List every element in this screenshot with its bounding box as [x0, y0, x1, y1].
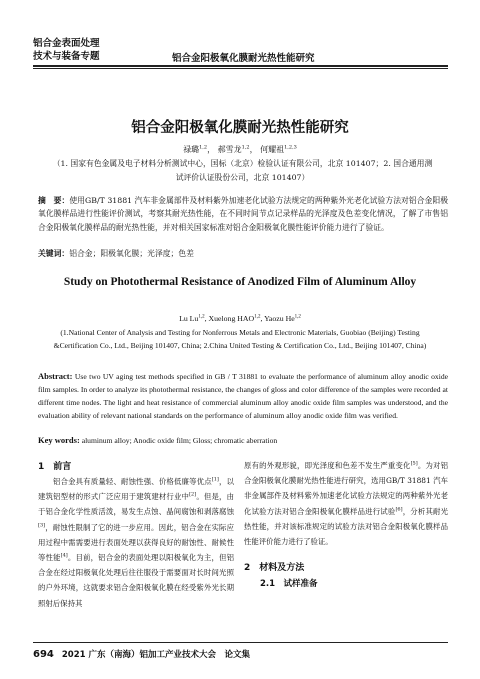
author-3-en: Yaozu He	[264, 314, 295, 323]
affiliation-cn-line2: 试评价认证股份公司，北京 101407）	[175, 173, 310, 182]
citation-5: [5]	[410, 460, 418, 467]
keywords-en-text: aluminum alloy; Anodic oxide film; Gloss; chromatic aberration	[81, 436, 278, 445]
footer-rule	[33, 642, 448, 643]
author-1-cn-sup: 1,2	[199, 144, 208, 151]
abstract-en-label: Abstract:	[38, 371, 73, 381]
author-3-cn: 何耀祖	[260, 145, 285, 154]
body-right-pa: 原有的外观形貌，即光泽度和色差不发生严重变化	[244, 461, 411, 470]
author-2-cn-sup: 1,2	[241, 144, 250, 151]
keywords-english	[38, 435, 448, 445]
section-2-heading: 2 材料及方法	[244, 563, 305, 573]
citation-2: [2]	[189, 491, 197, 498]
affiliation-cn-line1: （1. 国家有色金属及电子材料分析测试中心，国标（北京）检验认证有限公司，北京 101407；2. 国合通用测	[52, 159, 433, 168]
citation-6: [6]	[395, 506, 403, 513]
title-english: Study on Photothermal Resistance of Anodized Film of Aluminum Alloy	[63, 276, 417, 288]
keywords-cn-label: 关键词：	[38, 249, 70, 258]
affiliation-en-line2: &Certification Co., Ltd., Beijing 101407, China; 2.China United Testing & Certification Co., Ltd., Beijing 101407, China)	[53, 340, 427, 350]
body-left-p1d: ，耐蚀性限制了它的进一步应用。因此，铝合金在实际应用过程中需需要进行表面处理以获得良好的耐蚀性、耐候性等性能	[38, 522, 234, 563]
body-right-column	[244, 458, 448, 549]
body-left-p1e: 。目前，铝合金的表面处理以阳极氧化为主，但铝合金在经过阳极氧化处理后往往服役于需要面对长时间光照的户外环境，这就要求铝合金阳极氧化膜在经受紫外光长期照射后保持其	[38, 553, 234, 608]
body-left-column	[38, 474, 234, 611]
body-left-p1a: 铝合金具有质量轻、耐蚀性强、价格低廉等优点	[52, 477, 212, 486]
authors-chinese: 禄璐$^{1,2}$， 郝雪龙$^{1,2}$， 何耀祖$^{1,2,3}$	[183, 144, 297, 154]
section-2-1-heading: 2.1 试样准备	[260, 579, 318, 589]
citation-1: [1]	[211, 476, 219, 483]
abstract-en-text: Use two UV aging test methods specified in GB / T 31881 to evaluate the performance of aluminum alloy anodic oxide film samples. In order to analyze its photothermal resistance, the changes of gloss and color difference of the samples were recorded at different time nodes. The light and heat resistance of commercial aluminum alloy anodic oxide film samples was understood, and the evaluation ability of relevant national standards on the performance of aluminum alloy anodic oxide film was verified.	[38, 372, 448, 420]
keywords-en-label: Key words:	[38, 435, 80, 445]
running-header-right: 铝合金阳极氧化膜耐光热性能研究	[172, 53, 315, 64]
citation-3: [3]	[38, 522, 46, 529]
page-number: 694	[33, 649, 54, 660]
abstract-cn-text: 使用GB/T 31881 汽车非金属部件及材料紫外加速老化试验方法规定的两种紫外光老化试验方法对铝合金阳极氧化膜样品进行性能评价测试，考察其耐光热性能，在不同时间节点记录样品的光泽度及色差变化情况，了解了市售铝合金阳极氧化膜样品的耐光热性能，并对相关国家标准对铝合金阳极氧化膜性能评价能力进行了验证。	[38, 196, 448, 232]
author-1-cn: 禄璐	[183, 145, 200, 154]
running-header-left	[33, 37, 133, 63]
title-chinese: 铝合金阳极氧化膜耐光热性能研究	[131, 120, 349, 136]
affiliation-chinese	[40, 157, 445, 185]
body-left-p1c: 。但是，由于铝合金化学性质活泼，易发生点蚀、晶间腐蚀和剥落腐蚀	[38, 492, 234, 517]
keywords-chinese	[38, 248, 448, 259]
author-1-en: Lu Lu	[179, 314, 199, 323]
author-2-en: Xuelong HAO	[208, 314, 255, 323]
body-left-p1b: ，以建筑铝型材的形式广泛应用于建筑建材行业中	[38, 477, 234, 502]
abstract-chinese	[38, 194, 448, 234]
authors-english: Lu Lu$^{1,2}$, Xuelong HAO$^{1,2}$, Yaozu He$^{1,2}$	[179, 314, 301, 323]
author-2-en-sup: 1,2	[254, 314, 261, 320]
header-left-line2: 技术与装备专题	[33, 51, 100, 62]
section-1-heading: 1 前言	[38, 462, 72, 472]
citation-4: [4]	[60, 552, 68, 559]
author-2-cn: 郝雪龙	[217, 145, 242, 154]
header-rule	[33, 65, 448, 67]
footer-text: 2021 广东（南海）铝加工产业技术大会 论文集	[61, 650, 250, 660]
header-rule-thin	[33, 68, 448, 69]
body-right-pb: 。为对铝合金阳极氧化膜耐光热性能进行研究，选用GB/T 31881 汽车非金属部件及材料紫外加速老化试验方法规定的两种紫外光老化试验方法对铝合金阳极氧化膜样品进行试验	[244, 461, 448, 516]
abstract-english	[38, 370, 448, 422]
page-footer	[33, 648, 250, 660]
author-3-en-sup: 1,2	[294, 314, 301, 320]
header-left-line1: 铝合金表面处理	[33, 38, 100, 49]
author-3-cn-sup: 1,2,3	[284, 144, 297, 151]
affiliation-english	[30, 327, 450, 352]
body-right-pc: ，分析其耐光热性能，并对该标准规定的试验方法对铝合金阳极氧化膜样品性能评价能力进行了验证。	[244, 506, 448, 547]
author-1-en-sup: 1,2	[198, 314, 205, 320]
abstract-cn-label: 摘 要：	[38, 196, 70, 205]
affiliation-en-line1: (1.National Center of Analysis and Testing for Nonferrous Metals and Electronic Materials, Guobiao (Beijing) Testing	[60, 328, 420, 337]
keywords-cn-text: 铝合金；阳极氧化膜；光泽度；色差	[69, 249, 194, 258]
